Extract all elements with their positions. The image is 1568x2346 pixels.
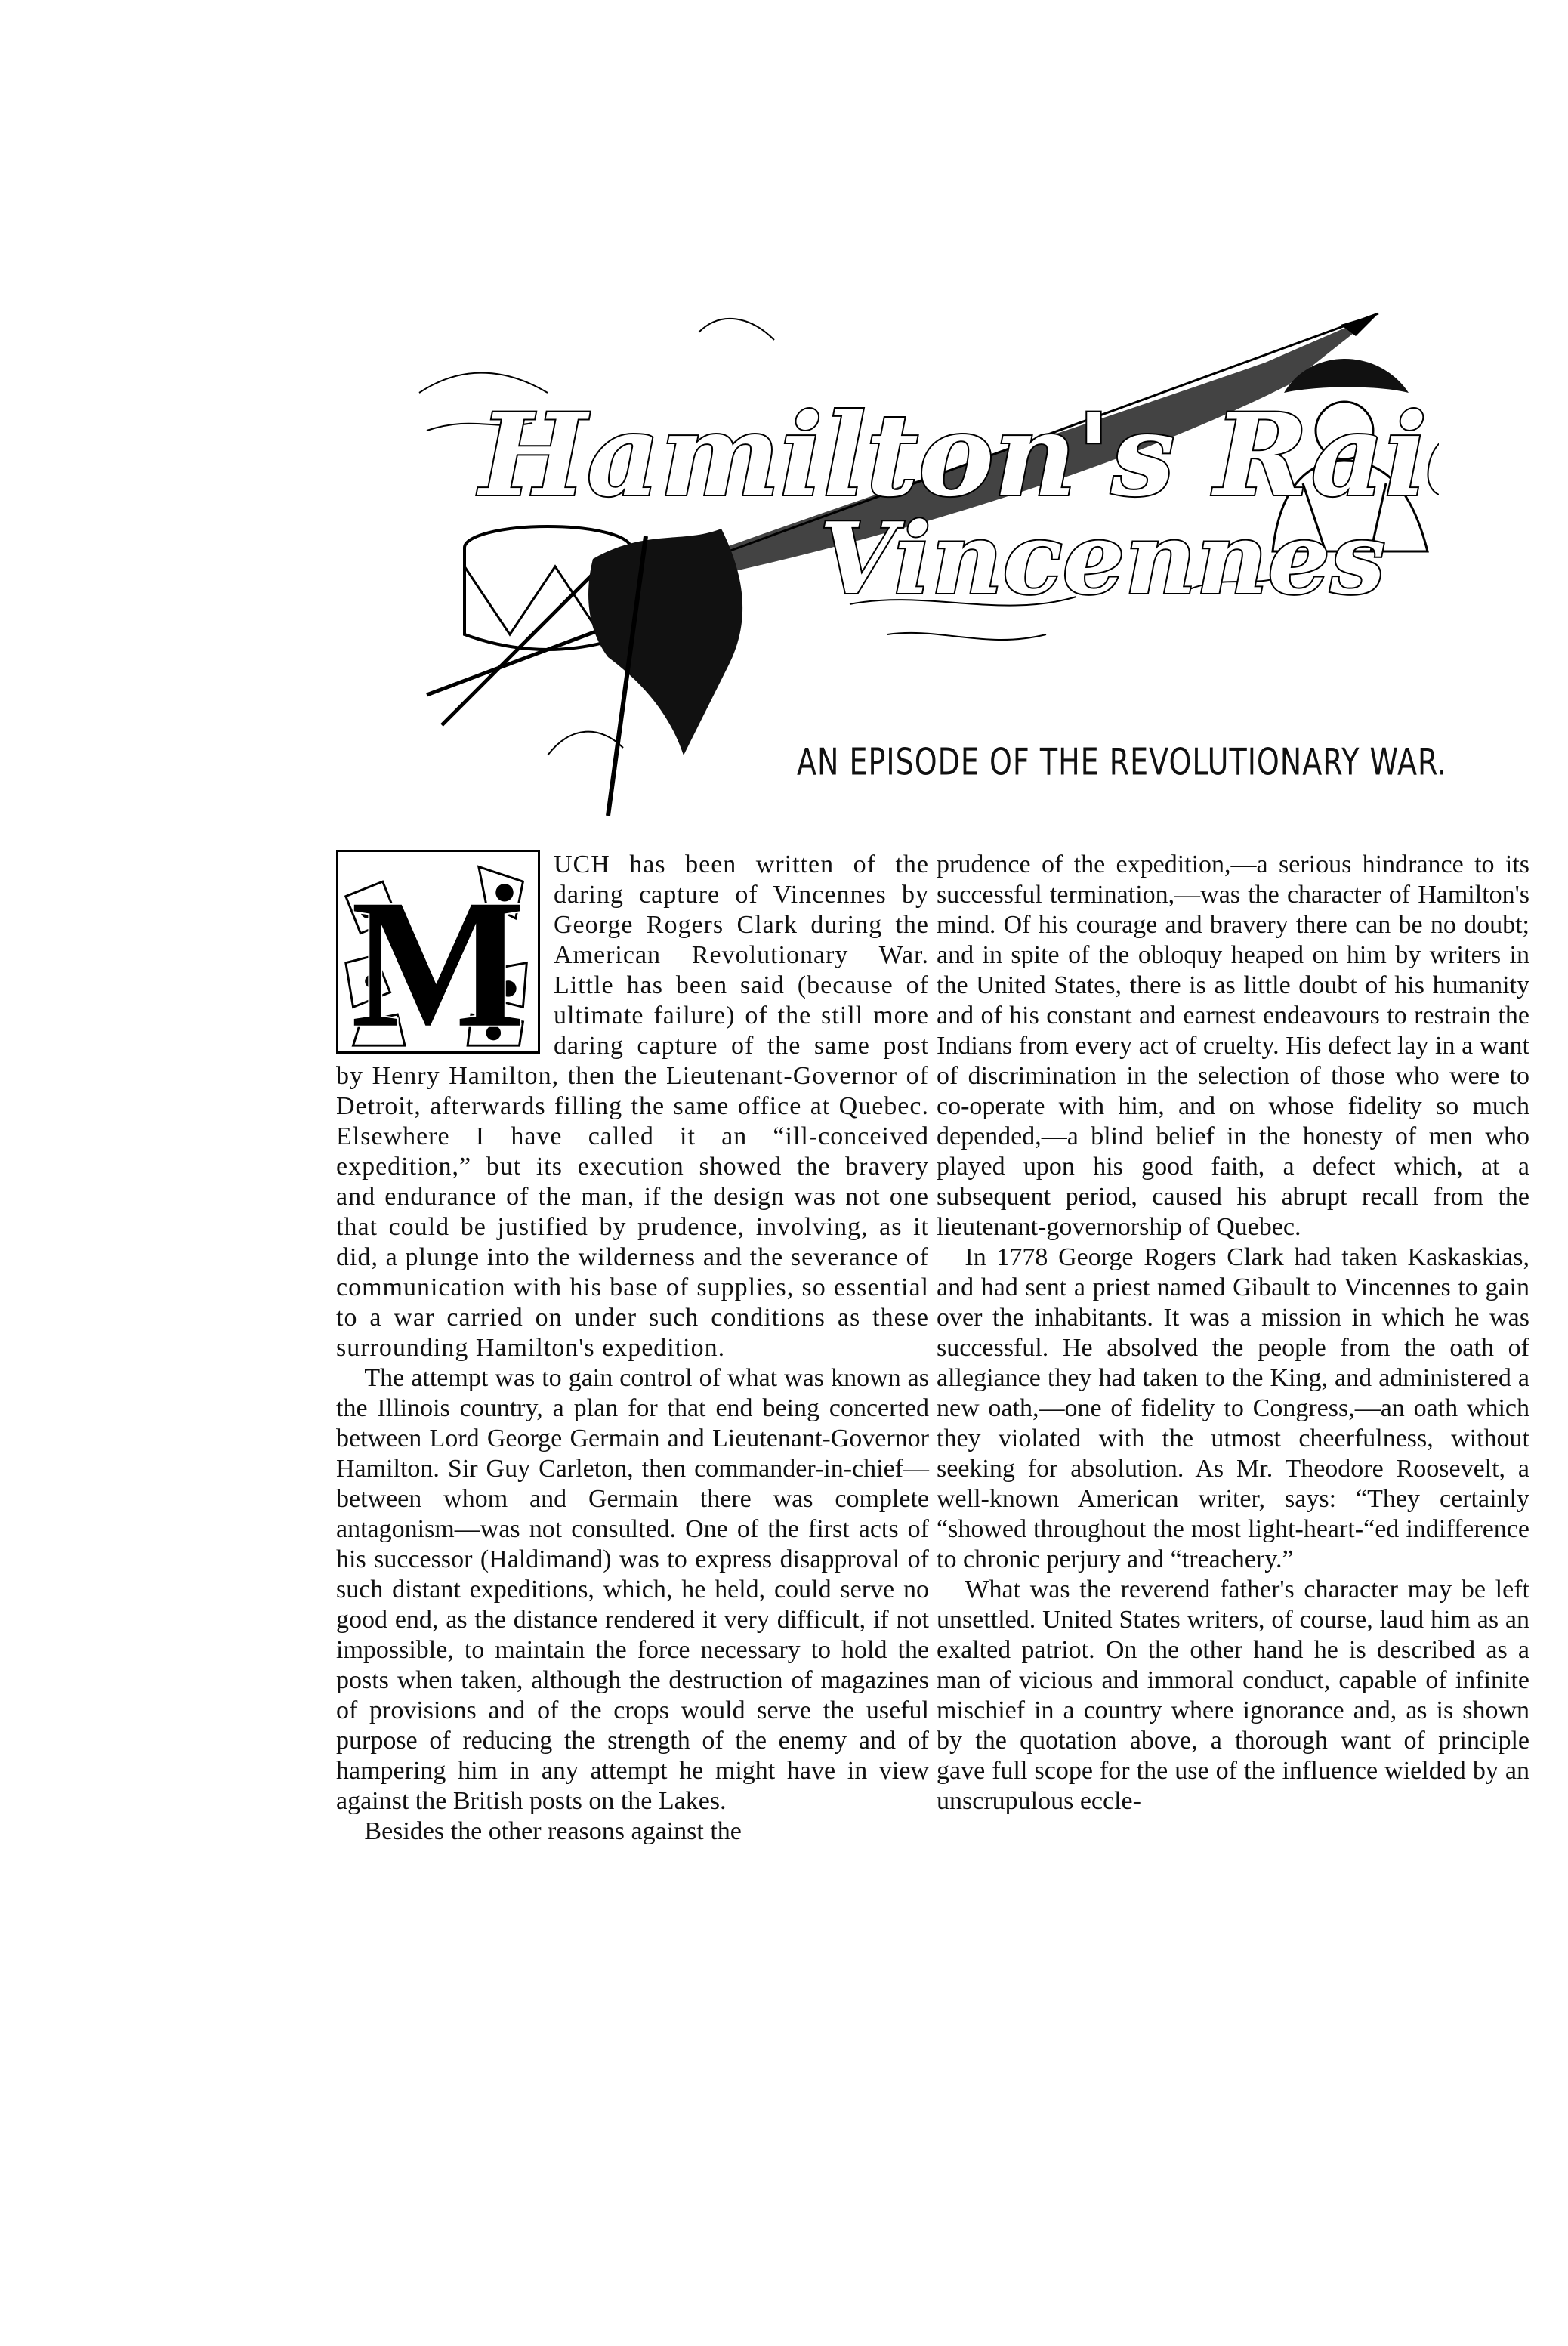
flag-icon [588, 529, 742, 816]
paragraph-right-1: prudence of the expedition,—a serious hindrance to its successful termination,—was the character of Hamilton's mind. Of his courage and bravery there can be no doubt; and in spite of the obloquy heaped on him by writers in the United States, there is as little doubt of his humanity and of his constant and earnest endeavours to restrain the Indians from every act of cruelty. His defect lay in a want of discrimination in the selection of those who were to co-operate with him, and on whose fidelity so much depended,—a blind belief in the honesty of men who played upon his good faith, a defect which, at a subsequent period, caused his abrupt recall from the lieutenant-governorship of Quebec. [937, 850, 1529, 1241]
header-illustration [397, 302, 1448, 816]
paragraph-left-2: The attempt was to gain control of what was known as the Illinois country, a plan for that end being concerted between Lord George Germain and Lieutenant-Governor Hamilton. Sir Guy Carleton, then commander-in-chief—between whom and Germain there was complete antagonism—was not consulted. One of the first acts of his successor (Haldimand) was to express disapproval of such distant expeditions, which, he held, could serve no good end, as the distance rendered it very difficult, if not impossible, to maintain the force necessary to hold the posts when taken, although the destruction of magazines of provisions and of the crops would serve the useful purpose of reducing the strength of the enemy and of hampering him in any attempt he might have in view against the British posts on the Lakes. [336, 1364, 929, 1815]
paragraph-left-3: Besides the other reasons against the [364, 1817, 742, 1845]
paragraph-right-2: In 1778 George Rogers Clark had taken Kaskaskias, and had sent a priest named Gibault to Vincennes to gain over the inhabitants. It was a mission in which he was successful. He absolved the people from the oath of allegiance they had taken to the King, and administered a new oath,—one of fidelity to Congress,—an oath which they violated with the utmost cheerfulness, without seeking for absolution. As Mr. Theodore Roosevelt, a well-known American writer, says: “They certainly “showed throughout the most light-heart-“ed indifference to chronic perjury and “treachery.” [937, 1243, 1529, 1573]
title-line-2: Vincennes [819, 501, 1386, 616]
subtitle: AN EPISODE OF THE REVOLUTIONARY WAR. [797, 740, 1448, 784]
paragraph-opening [336, 850, 929, 1363]
title-line-1: Hamilton's Raid [480, 389, 1439, 522]
column-left [336, 850, 929, 1847]
column-right [937, 850, 1529, 1817]
dropcap-m [336, 850, 540, 1054]
paragraph-right-3: What was the reverend father's character may be left unsettled. United States writers, of course, laud him as an exalted patriot. On the other hand he is described as a man of vicious and immoral conduct, capable of infinite mischief in a country where ignorance and, as is shown by the quotation above, a thorough want of principle gave full scope for the use of the influence wielded by an unscrupulous eccle- [937, 1576, 1529, 1815]
dropcap-letter: M [350, 860, 526, 1051]
opening-text: UCH has been written of the daring capture of Vincennes by George Rogers Clark during the American Revolutionary War. Little has been said (because of ultimate failure) of the still more daring capture of the same post by Henry Hamilton, then the Lieutenant-Governor of Detroit, afterwards filling the same office at Quebec. Elsewhere I have called it an “ill-conceived expedition,” but its execution showed the bravery and endurance of the man, if the design was not one that could be justified by prudence, involving, as it did, a plunge into the wilderness and the severance of communication with his base of supplies, so essential to a war carried on under such conditions as these surrounding Hamilton's expedition. [336, 850, 929, 1362]
